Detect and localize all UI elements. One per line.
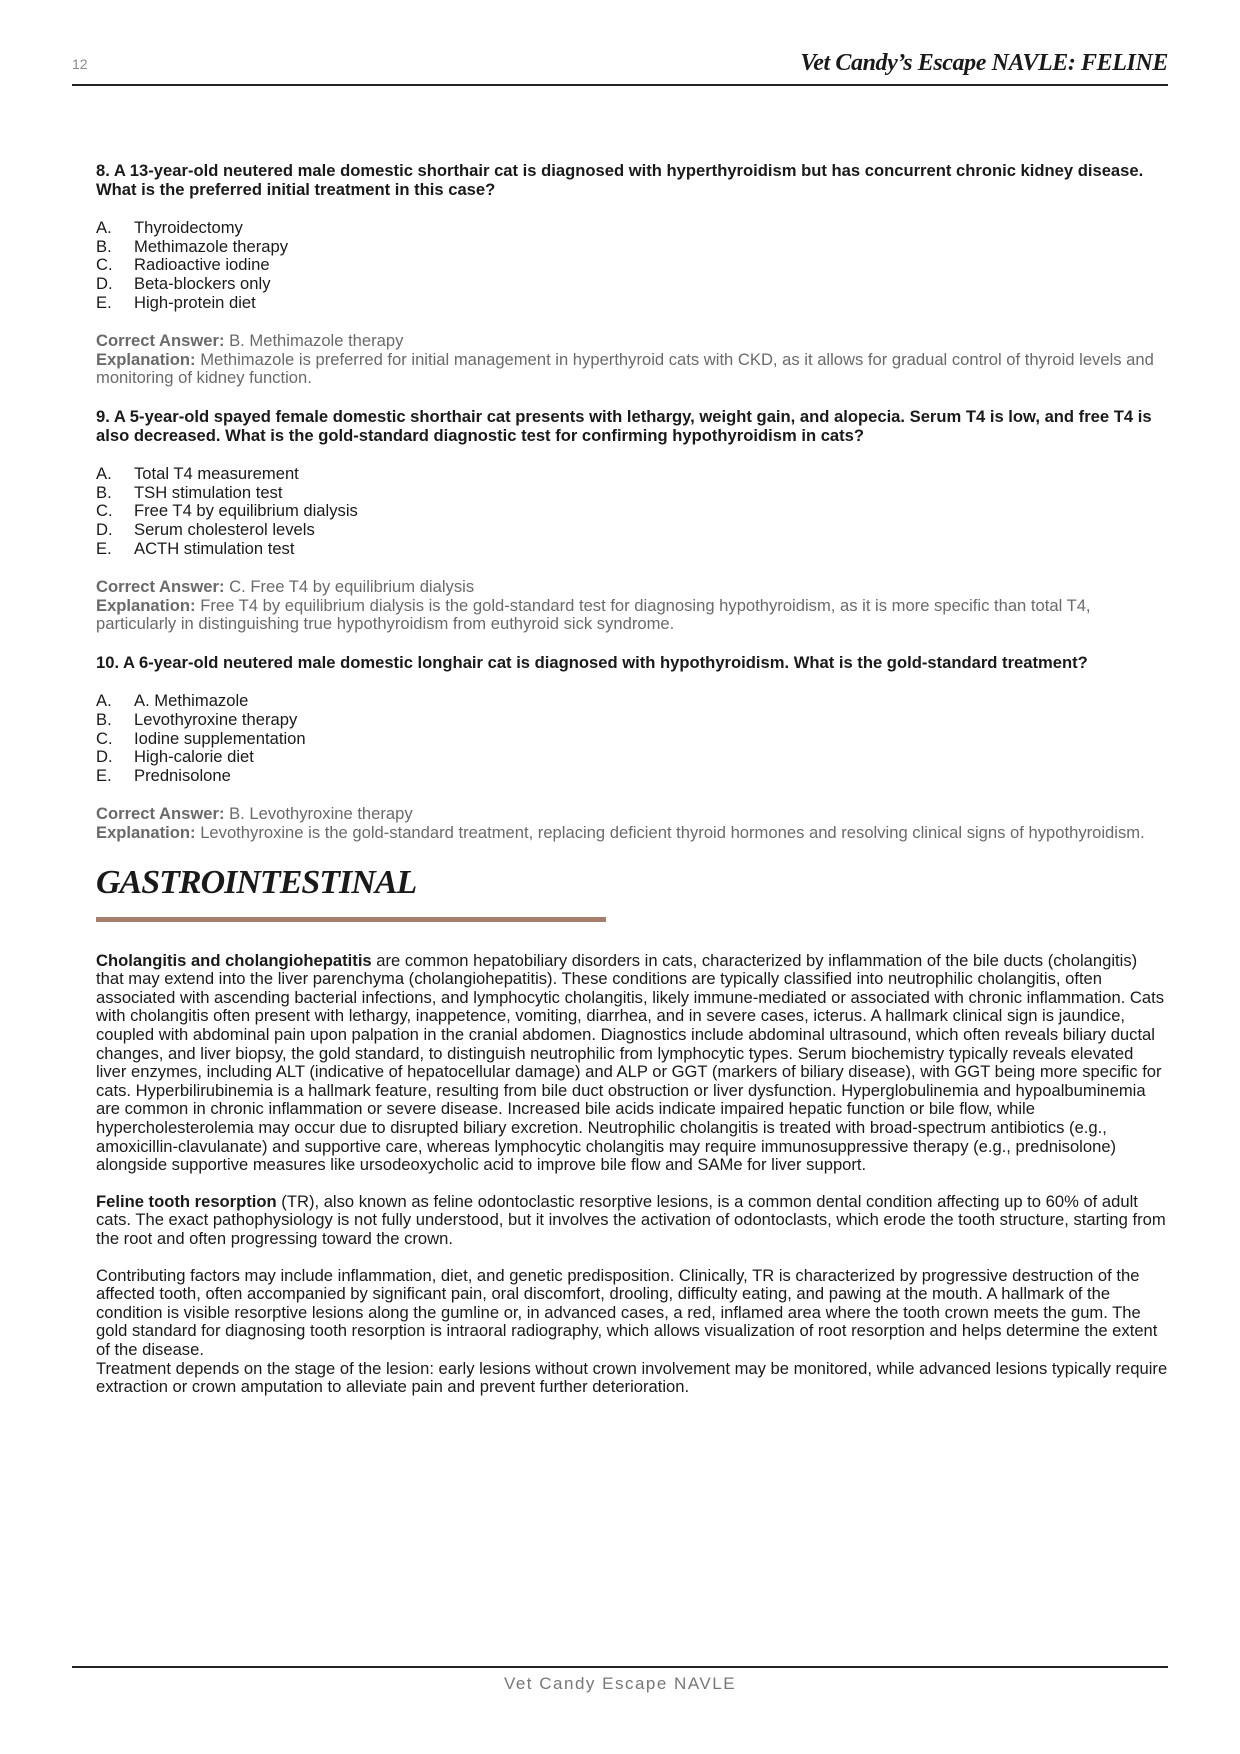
header-divider (72, 84, 1168, 86)
correct-answer-label: Correct Answer: (96, 577, 225, 597)
correct-answer (96, 332, 1168, 351)
explanation (96, 824, 1168, 843)
footer-divider (72, 1666, 1168, 1668)
option-text: Serum cholesterol levels (134, 519, 315, 539)
paragraph-lead: Feline tooth resorption (96, 1191, 277, 1211)
option-text: Radioactive iodine (134, 255, 270, 275)
question-block (96, 408, 1168, 634)
option-letter: C. (96, 501, 113, 521)
explanation-text: Free T4 by equilibrium dialysis is the gold-standard test for diagnosing hypothyroidism, as it is more specific than total T4, particularly in distinguishing true hypothyroidism from euthyroid sick syndrome. (96, 595, 1091, 634)
option-text: Total T4 measurement (134, 464, 299, 484)
option-item (96, 692, 1168, 711)
section-accent-bar (96, 917, 606, 922)
option-text: Free T4 by equilibrium dialysis (134, 501, 358, 521)
body-paragraph (96, 952, 1168, 1175)
option-item (96, 540, 1168, 559)
option-letter: B. (96, 710, 112, 730)
option-text: High-calorie diet (134, 747, 254, 767)
page-number: 12 (72, 56, 88, 72)
option-letter: D. (96, 273, 113, 293)
running-title: Vet Candy’s Escape NAVLE: FELINE (800, 50, 1168, 76)
option-text: Prednisolone (134, 765, 231, 785)
option-letter: A. (96, 691, 112, 711)
correct-answer-value: C. Free T4 by equilibrium dialysis (229, 577, 475, 597)
question-stem: 8. A 13-year-old neutered male domestic shorthair cat is diagnosed with hyperthyroidism but has concurrent chronic kidney disease. What is the preferred initial treatment in this case? (96, 161, 1144, 199)
option-item (96, 767, 1168, 786)
paragraph-text: Treatment depends on the stage of the lesion: early lesions without crown involvement may be monitored, while advanced lesions typically require extraction or crown amputation to alleviate pain and prevent further deterioration. (96, 1358, 1168, 1397)
option-text: Levothyroxine therapy (134, 710, 298, 730)
explanation-label: Explanation: (96, 349, 196, 369)
option-text: Methimazole therapy (134, 236, 289, 256)
explanation-text: Methimazole is preferred for initial management in hyperthyroid cats with CKD, as it allows for gradual control of thyroid levels and monitoring of kidney function. (96, 349, 1154, 388)
option-letter: E. (96, 538, 112, 558)
question-block (96, 654, 1168, 843)
option-item (96, 711, 1168, 730)
option-letter: C. (96, 728, 113, 748)
correct-answer-label: Correct Answer: (96, 804, 225, 824)
option-item (96, 730, 1168, 749)
correct-answer (96, 578, 1168, 597)
answer-block (96, 332, 1168, 388)
explanation (96, 351, 1168, 388)
option-letter: A. (96, 218, 112, 238)
option-item (96, 275, 1168, 294)
option-text: TSH stimulation test (134, 482, 283, 502)
option-text: A. Methimazole (134, 691, 249, 711)
explanation-text: Levothyroxine is the gold-standard treatment, replacing deficient thyroid hormones and resolving clinical signs of hypothyroidism. (200, 823, 1145, 843)
option-item (96, 238, 1168, 257)
answer-block (96, 805, 1168, 842)
section-title: GASTROINTESTINAL (96, 863, 417, 901)
paragraph-text: (TR), also known as feline odontoclastic resorptive lesions, is a common dental condition affecting up to 60% of adult cats. The exact pathophysiology is not fully understood, but it involves the activation of odontoclasts, which erode the tooth structure, starting from the root and often progressing toward the crown. (96, 1191, 1166, 1248)
option-item (96, 256, 1168, 275)
option-item (96, 521, 1168, 540)
option-letter: E. (96, 292, 112, 312)
correct-answer (96, 805, 1168, 824)
option-item (96, 484, 1168, 503)
answer-block (96, 578, 1168, 634)
option-letter: B. (96, 236, 112, 256)
option-list (96, 692, 1168, 785)
option-list (96, 465, 1168, 558)
option-letter: A. (96, 464, 112, 484)
option-letter: B. (96, 482, 112, 502)
option-item (96, 294, 1168, 313)
correct-answer-value: B. Levothyroxine therapy (229, 804, 413, 824)
option-letter: D. (96, 519, 113, 539)
explanation-label: Explanation: (96, 595, 196, 615)
option-list (96, 219, 1168, 312)
paragraph-text: are common hepatobiliary disorders in cats, characterized by inflammation of the bile ducts (cholangitis) that may extend into the liver parenchyma (cholangiohepatitis). These conditions are typically classified into neutrophilic cholangitis, often associated with ascending bacterial infections, and lymphocytic cholangitis, likely immune-mediated or associated with chronic inflammation. Cats with cholangitis often present with lethargy, inappetence, vomiting, diarrhea, and in severe cases, icterus. A hallmark clinical sign is jaundice, coupled with abdominal pain upon palpation in the cranial abdomen. Diagnostics include abdominal ultrasound, which often reveals biliary ductal changes, and liver biopsy, the gold standard, to distinguish neutrophilic from lymphocytic types. Serum biochemistry typically reveals elevated liver enzymes, including ALT (indicative of hepatocellular damage) and ALP or GGT (markers of biliary disease), with GGT being more specific for cats. Hyperbilirubinemia is a hallmark feature, resulting from bile duct obstruction or liver dysfunction. Hyperglobulinemia and hypoalbuminemia are common in chronic inflammation or severe disease. Increased bile acids indicate impaired hepatic function or bile flow, while hypercholesterolemia may occur due to disrupted biliary excretion. Neutrophilic cholangitis is treated with broad-spectrum antibiotics (e.g., amoxicillin-clavulanate) and supportive care, whereas lymphocytic cholangitis may require immunosuppressive therapy (e.g., prednisolone) alongside supportive measures like ursodeoxycholic acid to improve bile flow and SAMe for liver support. (96, 950, 1165, 1175)
option-item (96, 219, 1168, 238)
option-text: Beta-blockers only (134, 273, 271, 293)
option-letter: D. (96, 747, 113, 767)
option-item (96, 502, 1168, 521)
correct-answer-label: Correct Answer: (96, 331, 225, 351)
option-text: High-protein diet (134, 292, 256, 312)
explanation-label: Explanation: (96, 823, 196, 843)
question-stem: 9. A 5-year-old spayed female domestic shorthair cat presents with lethargy, weight gain, and alopecia. Serum T4 is low, and free T4 is also decreased. What is the gold-standard diagnostic test for confirming hypothyroidism in cats? (96, 406, 1152, 445)
body-paragraph (96, 1267, 1168, 1360)
option-letter: E. (96, 765, 112, 785)
footer-text: Vet Candy Escape NAVLE (503, 1674, 737, 1693)
option-text: ACTH stimulation test (134, 538, 295, 558)
option-item (96, 748, 1168, 767)
paragraph-lead: Cholangitis and cholangiohepatitis (96, 950, 372, 970)
body-paragraph (96, 1193, 1168, 1249)
body-paragraph (96, 1360, 1168, 1397)
paragraph-text: Contributing factors may include inflammation, diet, and genetic predisposition. Clinically, TR is characterized by progressive destruction of the affected tooth, often accompanied by significant pain, oral discomfort, drooling, difficulty eating, and pawing at the mouth. A hallmark of the condition is visible resorptive lesions along the gumline or, in advanced cases, a red, inflamed area where the tooth crown meets the gum. The gold standard for diagnosing tooth resorption is intraoral radiography, which allows visualization of root resorption and helps determine the extent of the disease. (96, 1265, 1158, 1359)
option-letter: C. (96, 255, 113, 275)
correct-answer-value: B. Methimazole therapy (229, 331, 404, 351)
option-text: Iodine supplementation (134, 728, 306, 748)
option-text: Thyroidectomy (134, 218, 243, 238)
option-item (96, 465, 1168, 484)
explanation (96, 597, 1168, 634)
question-stem: 10. A 6-year-old neutered male domestic longhair cat is diagnosed with hypothyroidism. What is the gold-standard treatment? (96, 652, 1088, 672)
page-content (96, 162, 1168, 1415)
question-block (96, 162, 1168, 388)
